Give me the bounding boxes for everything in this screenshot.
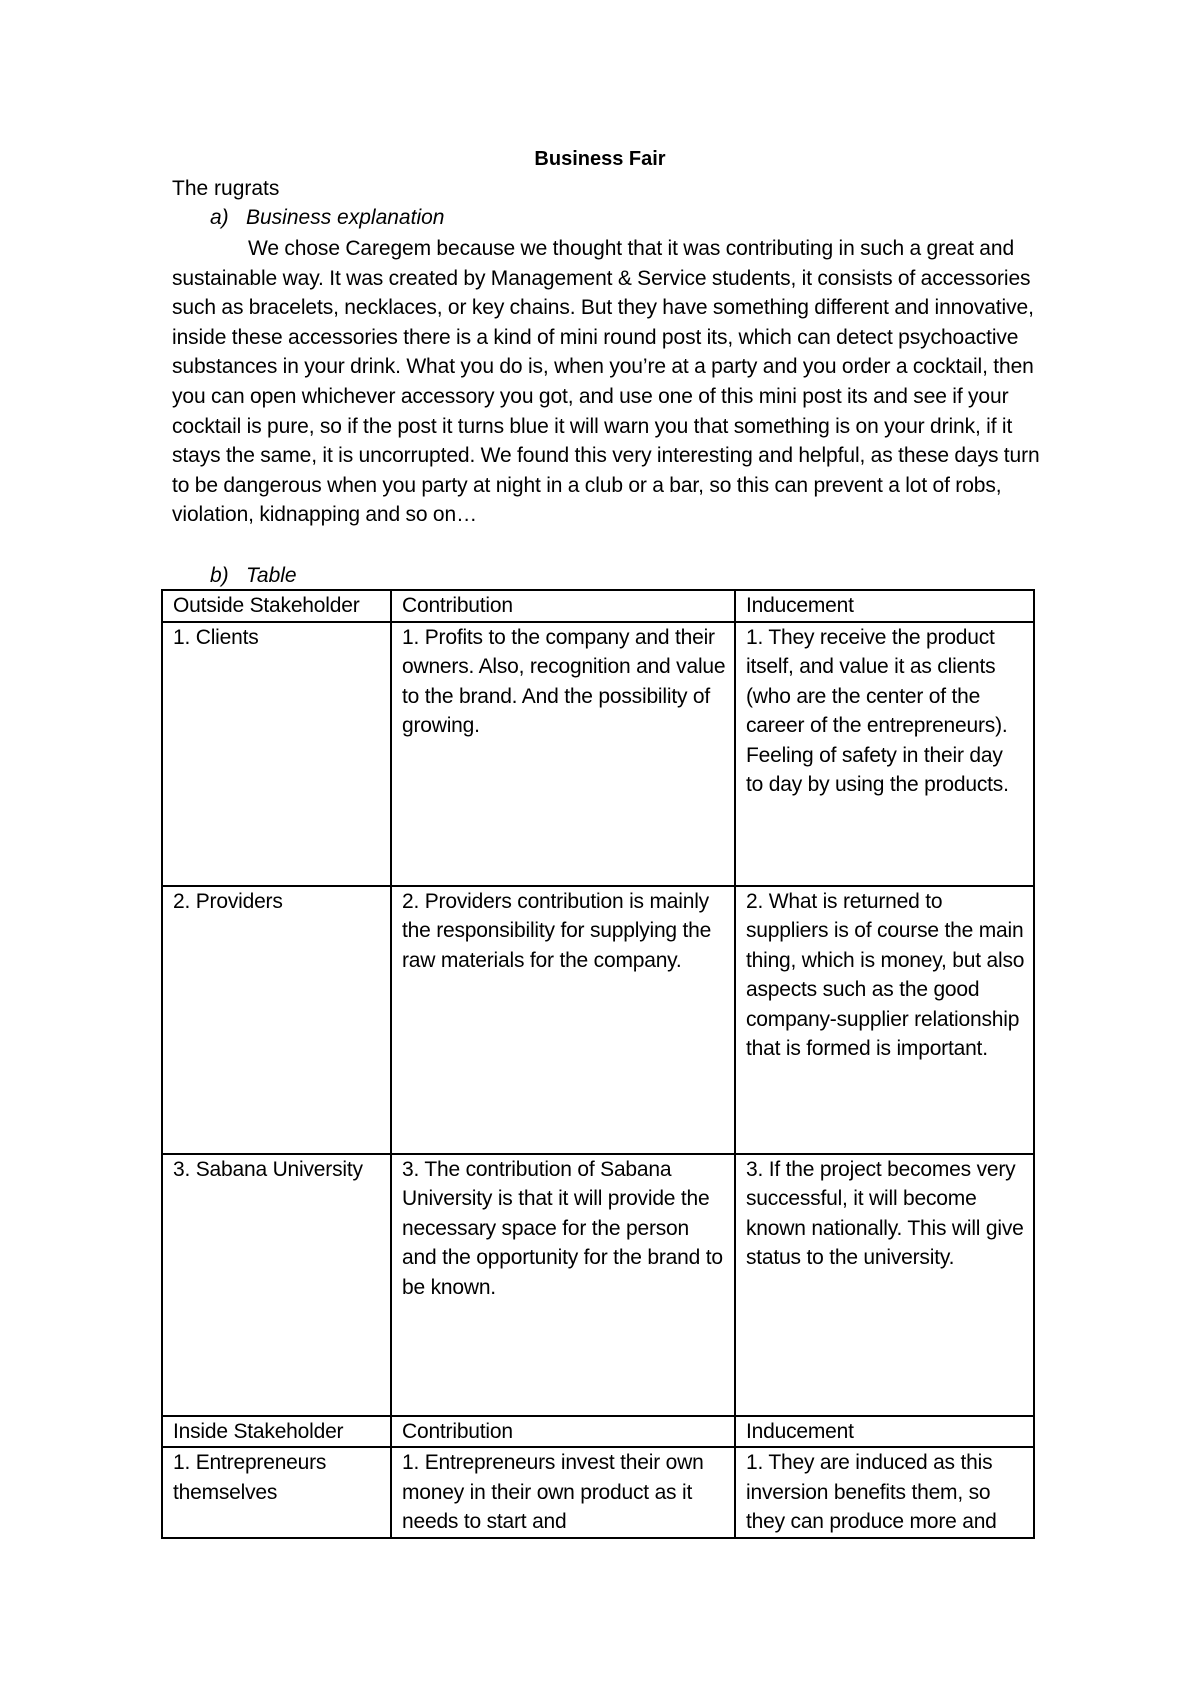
section-b-marker: b) bbox=[210, 564, 229, 587]
section-a-marker: a) bbox=[210, 206, 229, 229]
table-header-cell: Inducement bbox=[735, 590, 1034, 622]
section-a-heading bbox=[210, 205, 444, 231]
table-header-cell: Contribution bbox=[391, 590, 735, 622]
stakeholder-cell: 2. Providers bbox=[162, 886, 391, 1154]
section-a-label: Business explanation bbox=[246, 206, 445, 229]
section-b-heading bbox=[210, 563, 297, 589]
contribution-cell: 1. Profits to the company and their owners. Also, recognition and value to the brand. And the possibility of growing. bbox=[391, 622, 735, 886]
stakeholder-cell: 1. Clients bbox=[162, 622, 391, 886]
inducement-cell: 1. They receive the product itself, and value it as clients (who are the center of the career of the entrepreneurs). Feeling of safety in their day to day by using the products. bbox=[735, 622, 1034, 886]
table-row bbox=[162, 1447, 1034, 1538]
table-row bbox=[162, 886, 1034, 1154]
inducement-cell: 1. They are induced as this inversion benefits them, so they can produce more and bbox=[735, 1447, 1034, 1538]
stakeholder-cell: 1. Entrepreneurs themselves bbox=[162, 1447, 391, 1538]
contribution-cell: 3. The contribution of Sabana University is that it will provide the necessary space for the person and the opportunity for the brand to be known. bbox=[391, 1154, 735, 1416]
table-row bbox=[162, 622, 1034, 886]
table-header-cell: Inside Stakeholder bbox=[162, 1416, 391, 1448]
stakeholder-cell: 3. Sabana University bbox=[162, 1154, 391, 1416]
section-b-label: Table bbox=[246, 564, 297, 587]
table-row bbox=[162, 1154, 1034, 1416]
inducement-cell: 2. What is returned to suppliers is of course the main thing, which is money, but also aspects such as the good company-supplier relationship that is formed is important. bbox=[735, 886, 1034, 1154]
contribution-cell: 2. Providers contribution is mainly the responsibility for supplying the raw materials for the company. bbox=[391, 886, 735, 1154]
table-header-cell: Outside Stakeholder bbox=[162, 590, 391, 622]
inside-header-row bbox=[162, 1416, 1034, 1448]
business-explanation-paragraph: We chose Caregem because we thought that it was contributing in such a great and sustainable way. It was created by Management & Service students, it consists of accessories such as bracelets, necklaces, or key chains. But they have something different and innovative, inside these accessories there is a kind of mini round post its, which can detect psychoactive substances in your drink. What you do is, when you’re at a party and you order a cocktail, then you can open whichever accessory you got, and use one of this mini post its and see if your cocktail is pure, so if the post it turns blue it will warn you that something is on your drink, if it stays the same, it is uncorrupted. We found this very interesting and helpful, as these days turn to be dangerous when you party at night in a club or a bar, so this can prevent a lot of robs, violation, kidnapping and so on… bbox=[172, 237, 1040, 527]
outside-header-row bbox=[162, 590, 1034, 622]
contribution-cell: 1. Entrepreneurs invest their own money in their own product as it needs to start and bbox=[391, 1447, 735, 1538]
inducement-cell: 3. If the project becomes very successful, it will become known nationally. This will give status to the university. bbox=[735, 1154, 1034, 1416]
group-name: The rugrats bbox=[172, 177, 280, 200]
table-header-cell: Inducement bbox=[735, 1416, 1034, 1448]
stakeholder-table bbox=[161, 589, 1035, 1539]
table-header-cell: Contribution bbox=[391, 1416, 735, 1448]
document-title: Business Fair bbox=[534, 148, 666, 170]
